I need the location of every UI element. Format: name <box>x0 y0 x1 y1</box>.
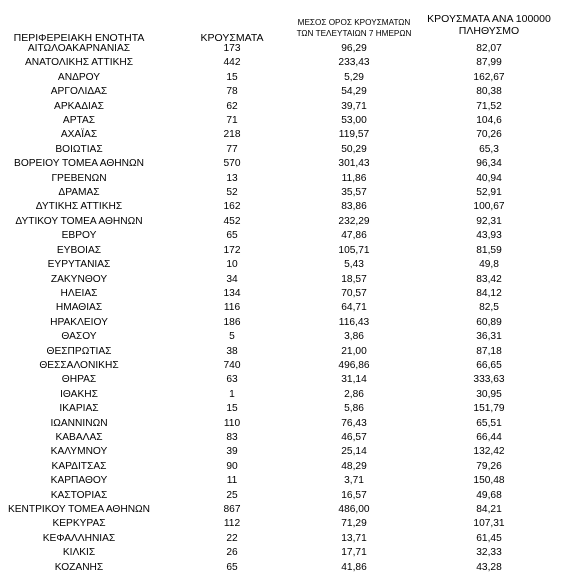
average-cell: 3,86 <box>344 331 364 343</box>
cases-cell: 134 <box>223 287 241 299</box>
cases-cell: 34 <box>226 273 238 285</box>
average-cell: 5,86 <box>344 403 364 415</box>
average-cell: 16,57 <box>341 489 367 501</box>
cases-cell: 62 <box>226 100 238 112</box>
cases-cell: 15 <box>226 71 238 83</box>
average-cell: 5,29 <box>344 71 364 83</box>
average-cell: 70,57 <box>341 287 367 299</box>
average-cell: 71,29 <box>341 518 367 530</box>
region-cell: ΚΑΒΑΛΑΣ <box>55 431 103 443</box>
cases-cell: 112 <box>223 518 241 530</box>
average-cell: 53,00 <box>341 115 367 127</box>
region-cell: ΚΟΖΑΝΗΣ <box>54 561 104 573</box>
per100k-cell: 104,6 <box>476 115 502 127</box>
per100k-cell: 92,31 <box>476 215 502 227</box>
table-row <box>0 503 562 517</box>
average-cell: 76,43 <box>341 417 367 429</box>
cases-cell: 78 <box>226 86 238 98</box>
table-row <box>0 157 562 171</box>
cases-cell: 110 <box>223 417 241 429</box>
average-cell: 496,86 <box>338 359 370 371</box>
per100k-cell: 87,18 <box>476 345 502 357</box>
header-cases-text: ΚΡΟΥΣΜΑΤΑ <box>200 32 264 44</box>
table-row <box>0 172 562 186</box>
header-average-line1: ΜΕΣΟΣ ΟΡΟΣ ΚΡΟΥΣΜΑΤΩΝ <box>297 18 411 27</box>
per100k-cell: 333,63 <box>473 374 505 386</box>
average-cell: 18,57 <box>341 273 367 285</box>
region-cell: ΓΡΕΒΕΝΩΝ <box>51 172 107 184</box>
cases-cell: 90 <box>226 460 238 472</box>
per100k-cell: 71,52 <box>476 100 502 112</box>
per100k-cell: 87,99 <box>476 57 502 69</box>
region-cell: ΚΙΛΚΙΣ <box>62 547 96 559</box>
average-cell: 301,43 <box>338 158 370 170</box>
average-cell: 54,29 <box>341 86 367 98</box>
region-cell: ΘΗΡΑΣ <box>61 374 97 386</box>
table-row <box>0 215 562 229</box>
region-cell: ΙΚΑΡΙΑΣ <box>59 403 99 415</box>
table-row <box>0 128 562 142</box>
average-cell: 232,29 <box>338 215 370 227</box>
cases-cell: 570 <box>223 158 241 170</box>
per100k-cell: 43,28 <box>476 561 502 573</box>
cases-cell: 71 <box>226 115 238 127</box>
region-cell: ΒΟΙΩΤΙΑΣ <box>55 143 103 155</box>
per100k-cell: 83,42 <box>476 273 502 285</box>
cases-cell: 52 <box>226 187 238 199</box>
cases-cell: 172 <box>223 244 241 256</box>
region-cell: ΕΒΡΟΥ <box>61 230 97 242</box>
header-per100k-line1: ΚΡΟΥΣΜΑΤΑ ΑΝΑ 100000 <box>427 13 551 25</box>
table-row <box>0 100 562 114</box>
average-cell: 50,29 <box>341 143 367 155</box>
region-cell: ΑΡΓΟΛΙΔΑΣ <box>50 86 108 98</box>
average-cell: 486,00 <box>338 504 370 515</box>
region-cell: ΑΡΚΑΔΙΑΣ <box>54 100 104 112</box>
cases-cell: 83 <box>226 431 238 443</box>
per100k-cell: 36,31 <box>476 331 502 343</box>
cases-cell: 186 <box>223 316 241 328</box>
cases-cell: 13 <box>226 172 238 184</box>
average-cell: 2,86 <box>344 388 364 400</box>
per100k-cell: 70,26 <box>476 129 502 141</box>
table-row <box>0 316 562 330</box>
per100k-cell: 132,42 <box>473 446 505 458</box>
cases-cell: 11 <box>226 475 238 487</box>
average-cell: 46,57 <box>341 431 367 443</box>
table-row <box>0 114 562 128</box>
region-cell: ΔΥΤΙΚΗΣ ΑΤΤΙΚΗΣ <box>35 201 123 213</box>
cases-cell: 442 <box>223 57 241 69</box>
header-seven-day-average <box>284 17 424 39</box>
per100k-cell: 100,67 <box>473 201 505 213</box>
per100k-cell: 30,95 <box>476 388 502 400</box>
average-cell: 3,71 <box>344 475 364 487</box>
cases-cell: 39 <box>226 446 238 458</box>
region-cell: ΚΑΡΔΙΤΣΑΣ <box>51 460 107 472</box>
per100k-cell: 107,31 <box>473 518 505 530</box>
per100k-cell: 84,12 <box>476 287 502 299</box>
region-cell: ΗΡΑΚΛΕΙΟΥ <box>50 316 108 328</box>
average-cell: 64,71 <box>341 302 367 314</box>
average-cell: 21,00 <box>341 345 367 357</box>
average-cell: 233,43 <box>338 57 370 69</box>
per100k-cell: 49,8 <box>479 259 499 271</box>
table-row <box>0 359 562 373</box>
table-row <box>0 244 562 258</box>
table-row <box>0 402 562 416</box>
table-row <box>0 345 562 359</box>
table-row <box>0 532 562 546</box>
cases-cell: 740 <box>223 359 241 371</box>
cases-cell: 173 <box>223 43 241 54</box>
table-row <box>0 373 562 387</box>
region-cell: ΙΘΑΚΗΣ <box>60 388 98 400</box>
average-cell: 13,71 <box>341 532 367 544</box>
cases-cell: 867 <box>223 504 241 515</box>
region-cell: ΚΑΣΤΟΡΙΑΣ <box>50 489 108 501</box>
cases-cell: 26 <box>226 547 238 559</box>
per100k-cell: 151,79 <box>473 403 505 415</box>
per100k-cell: 61,45 <box>476 532 502 544</box>
per100k-cell: 43,93 <box>476 230 502 242</box>
average-cell: 83,86 <box>341 201 367 213</box>
per100k-cell: 60,89 <box>476 316 502 328</box>
per100k-cell: 82,5 <box>479 302 499 314</box>
average-cell: 41,86 <box>341 561 367 573</box>
region-cell: ΑΝΔΡΟΥ <box>57 71 101 83</box>
cases-cell: 65 <box>226 561 238 573</box>
table-row <box>0 287 562 301</box>
average-cell: 11,86 <box>341 172 367 184</box>
per100k-cell: 79,26 <box>476 460 502 472</box>
table-row <box>0 460 562 474</box>
region-cell: ΒΟΡΕΙΟΥ ΤΟΜΕΑ ΑΘΗΝΩΝ <box>14 158 144 170</box>
average-cell: 31,14 <box>341 374 367 386</box>
region-cell: ΚΑΡΠΑΘΟΥ <box>50 475 108 487</box>
average-cell: 17,71 <box>341 547 367 559</box>
cases-cell: 77 <box>226 143 238 155</box>
region-cell: ΔΡΑΜΑΣ <box>58 187 100 199</box>
region-cell: ΚΕΝΤΡΙΚΟΥ ΤΟΜΕΑ ΑΘΗΝΩΝ <box>7 504 151 515</box>
per100k-cell: 150,48 <box>473 475 505 487</box>
table-row <box>0 42 562 56</box>
average-cell: 116,43 <box>338 316 370 328</box>
region-cell: ΙΩΑΝΝΙΝΩΝ <box>50 417 108 429</box>
region-cell: ΘΕΣΠΡΩΤΙΑΣ <box>46 345 112 357</box>
average-cell: 47,86 <box>341 230 367 242</box>
table-row <box>0 301 562 315</box>
cases-cell: 38 <box>226 345 238 357</box>
table-row <box>0 388 562 402</box>
cases-cell: 5 <box>229 331 235 343</box>
table-row <box>0 273 562 287</box>
cases-cell: 65 <box>226 230 238 242</box>
header-per100k-line2: ΠΛΗΘΥΣΜΟ <box>458 25 520 37</box>
table-row <box>0 229 562 243</box>
average-cell: 35,57 <box>341 187 367 199</box>
per100k-cell: 162,67 <box>473 71 505 83</box>
region-cell: ΔΥΤΙΚΟΥ ΤΟΜΕΑ ΑΘΗΝΩΝ <box>15 215 143 227</box>
table-row <box>0 258 562 272</box>
table-row <box>0 489 562 503</box>
table-body <box>0 42 562 575</box>
region-cell: ΗΜΑΘΙΑΣ <box>55 302 103 314</box>
cases-cell: 63 <box>226 374 238 386</box>
region-cell: ΕΥΡΥΤΑΝΙΑΣ <box>47 259 111 271</box>
table-row <box>0 431 562 445</box>
header-region-text: ΠΕΡΙΦΕΡΕΙΑΚΗ ΕΝΟΤΗΤΑ <box>13 32 145 44</box>
cases-cell: 162 <box>223 201 241 213</box>
region-cell: ΘΕΣΣΑΛΟΝΙΚΗΣ <box>39 359 119 371</box>
average-cell: 119,57 <box>338 129 370 141</box>
per100k-cell: 40,94 <box>476 172 502 184</box>
average-cell: 96,29 <box>341 43 367 54</box>
table-row <box>0 445 562 459</box>
region-cell: ΑΡΤΑΣ <box>62 115 96 127</box>
cases-cell: 10 <box>226 259 238 271</box>
per100k-cell: 65,51 <box>476 417 502 429</box>
per100k-cell: 49,68 <box>476 489 502 501</box>
table-row <box>0 546 562 560</box>
region-cell: ΖΑΚΥΝΘΟΥ <box>50 273 108 285</box>
per100k-cell: 82,07 <box>476 43 502 54</box>
per100k-cell: 84,21 <box>476 504 502 515</box>
table-row <box>0 143 562 157</box>
table-row <box>0 71 562 85</box>
table-row <box>0 200 562 214</box>
cases-cell: 452 <box>223 215 241 227</box>
region-cell: ΑΝΑΤΟΛΙΚΗΣ ΑΤΤΙΚΗΣ <box>24 57 134 69</box>
region-cell: ΚΕΡΚΥΡΑΣ <box>52 518 106 530</box>
average-cell: 48,29 <box>341 460 367 472</box>
region-cell: ΗΛΕΙΑΣ <box>60 287 98 299</box>
per100k-cell: 52,91 <box>476 187 502 199</box>
table-row <box>0 474 562 488</box>
region-cell: ΑΙΤΩΛΟΑΚΑΡΝΑΝΙΑΣ <box>27 43 131 54</box>
per100k-cell: 32,33 <box>476 547 502 559</box>
per100k-cell: 80,38 <box>476 86 502 98</box>
per100k-cell: 66,65 <box>476 359 502 371</box>
table-row <box>0 56 562 70</box>
per100k-cell: 96,34 <box>476 158 502 170</box>
average-cell: 105,71 <box>338 244 370 256</box>
table-row <box>0 186 562 200</box>
region-cell: ΚΑΛΥΜΝΟΥ <box>50 446 108 458</box>
table-row <box>0 330 562 344</box>
region-cell: ΚΕΦΑΛΛΗΝΙΑΣ <box>42 532 116 544</box>
average-cell: 5,43 <box>344 259 364 271</box>
region-cell: ΑΧΑΪΑΣ <box>60 129 98 141</box>
average-cell: 25,14 <box>341 446 367 458</box>
cases-cell: 1 <box>229 388 235 400</box>
table-row <box>0 561 562 575</box>
header-average-line2: ΤΩΝ ΤΕΛΕΥΤΑΙΩΝ 7 ΗΜΕΡΩΝ <box>296 29 412 38</box>
per100k-cell: 81,59 <box>476 244 502 256</box>
region-cell: ΘΑΣΟΥ <box>61 331 97 343</box>
per100k-cell: 66,44 <box>476 431 502 443</box>
table-row <box>0 85 562 99</box>
region-cell: ΕΥΒΟΙΑΣ <box>56 244 102 256</box>
table-row <box>0 417 562 431</box>
cases-cell: 15 <box>226 403 238 415</box>
table-row <box>0 517 562 531</box>
cases-cell: 22 <box>226 532 238 544</box>
average-cell: 39,71 <box>341 100 367 112</box>
per100k-cell: 65,3 <box>479 143 499 155</box>
cases-cell: 218 <box>223 129 241 141</box>
header-cases-per-100k <box>418 13 560 37</box>
cases-cell: 25 <box>226 489 238 501</box>
cases-cell: 116 <box>223 302 241 314</box>
